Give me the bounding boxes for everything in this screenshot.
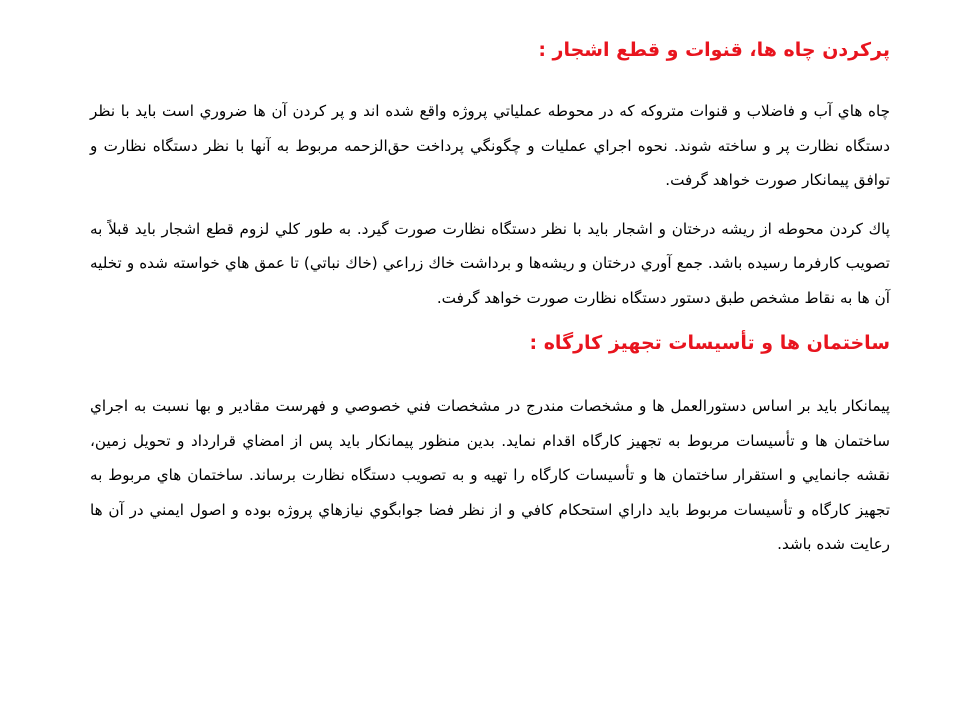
- paragraph-site-clearing: پاك كردن محوطه از ريشه درختان و اشجار بايد با نظر دستگاه نظارت صورت گيرد. به طور كلي لزوم قطع اشجار بايد قبلاً به تصويب كارفرما رسيده باشد. جمع آوري درختان و ريشه‌ها و برداشت خاك زراعي (خاك نباتي) تا عمق هاي خواسته شده و تخليه آن ها به نقاط مشخص طبق دستور دستگاه نظارت صورت خواهد گرفت.: [90, 219, 890, 307]
- section-heading-workshop-facilities: ساختمان ها و تأسيسات تجهيز كارگاه :: [529, 332, 890, 354]
- paragraph-wells-filling: چاه هاي آب و فاضلاب و قنوات متروکه که در محوطه عملياتي پروژه واقع شده اند و پر کردن آن ها ضروري است بايد با نظر دستگاه نظارت پر و ساخته شوند. نحوه اجراي عمليات و چگونگي پرداخت حق‌الزحمه مربوط به آنها با نظر دستگاه نظارت و توافق پيمانکار صورت خواهد گرفت.: [90, 102, 890, 189]
- document-content: [90, 34, 890, 562]
- paragraph-workshop-buildings: پيمانکار بايد بر اساس دستورالعمل ها و مشخصات مندرج در مشخصات فني خصوصي و فهرست مقادير و بها نسبت به اجراي ساختمان ها و تأسيسات مربوط به تجهيز كارگاه اقدام نمايد. بدين منظور پيمانکار بايد پس از امضاي قرارداد و تحويل زمين، نقشه جانمايي و استقرار ساختمان ها و تأسيسات كارگاه را تهيه و به تصويب دستگاه نظارت برساند. ساختمان هاي مربوط به تجهيز كارگاه و تأسيسات مربوط بايد داراي استحكام كافي و از نظر فضا جوابگوي نيازهاي پروژه بوده و اصول ايمني در آن ها رعايت شده باشد.: [90, 397, 890, 553]
- section-heading-wells-qanats: پرکردن چاه ها، قنوات و قطع اشجار :: [538, 39, 890, 61]
